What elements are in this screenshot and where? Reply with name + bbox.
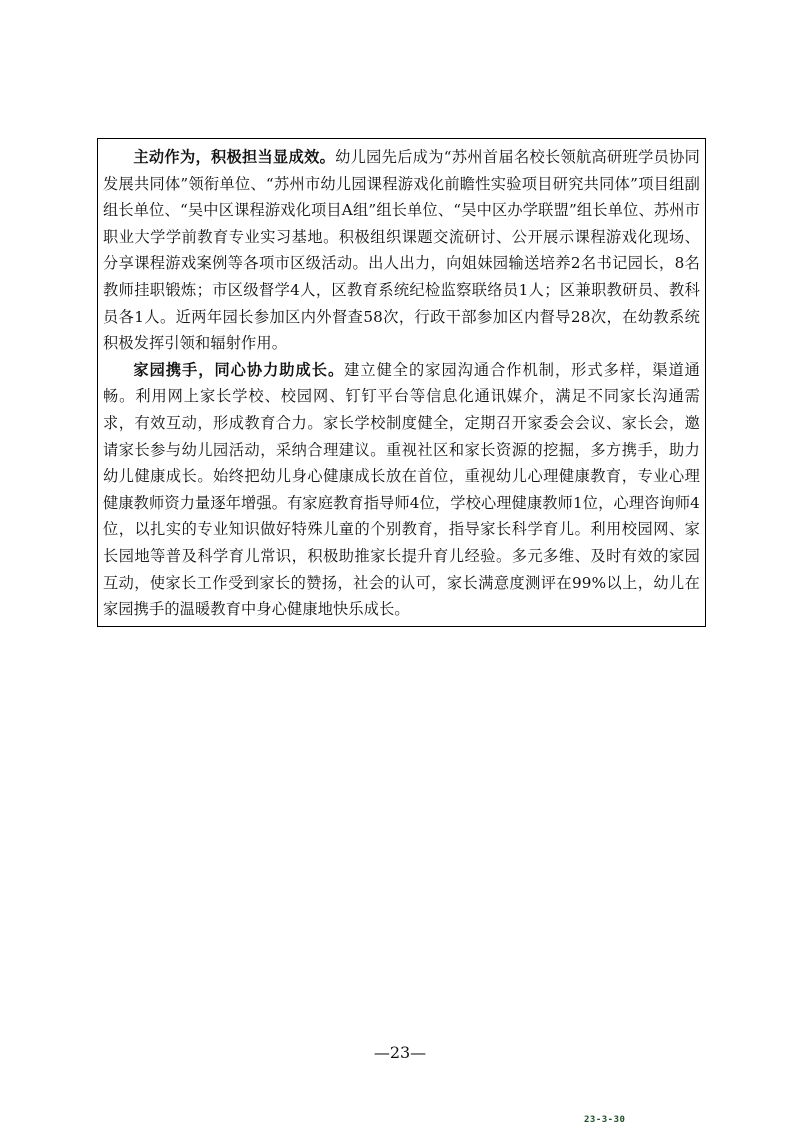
paragraph-text: 幼儿园先后成为“苏州首届名校长领航高研班学员协同发展共同体”领衔单位、“苏州市幼儿园课程游戏化前瞻性实验项目研究共同体”项目组副组长单位、“吴中区课程游戏化项目A组”组长单位、“吴中区办学联盟”组长单位、苏州市职业大学学前教育专业实习基地。积极组织课题交流研讨、公开展示课程游戏化现场、分享课程游戏案例等各项市区级活动。出人出力，向姐妹园输送培养2名书记园长，8名教师挂职锻炼；市区级督学4人，区教育系统纪检监察联络员1人；区兼职教研员、教科员各1人。近两年园长参加区内外督查58次，行政干部参加区内督导28次，在幼教系统积极发挥引领和辐射作用。 (103, 148, 700, 353)
paragraph-heading: 主动作为，积极担当显成效。 (133, 148, 336, 166)
paragraph-home-school (103, 357, 700, 623)
page-number: —23— (373, 1043, 427, 1062)
date-stamp: 23-3-30 (584, 1115, 626, 1125)
document-body (103, 144, 700, 623)
paragraph-text: 建立健全的家园沟通合作机制，形式多样，渠道通畅。利用网上家长学校、校园网、钉钉平台等信息化通讯媒介，满足不同家长沟通需求，有效互动，形成教育合力。家长学校制度健全，定期召开家委会会议、家长会，邀请家长参与幼儿园活动，采纳合理建议。重视社区和家长资源的挖掘，多方携手，助力幼儿健康成长。始终把幼儿身心健康成长放在首位，重视幼儿心理健康教育，专业心理健康教师资力量逐年增强。有家庭教育指导师4位，学校心理健康教师1位，心理咨询师4位，以扎实的专业知识做好特殊儿童的个别教育，指导家长科学育儿。利用校园网、家长园地等普及科学育儿常识，积极助推家长提升育儿经验。多元多维、及时有效的家园互动，使家长工作受到家长的赞扬，社会的认可，家长满意度测评在99%以上，幼儿在家园携手的温暖教育中身心健康地快乐成长。 (103, 360, 700, 619)
paragraph-heading: 家园携手，同心协力助成长。 (133, 360, 345, 379)
paragraph-initiative (103, 144, 700, 357)
